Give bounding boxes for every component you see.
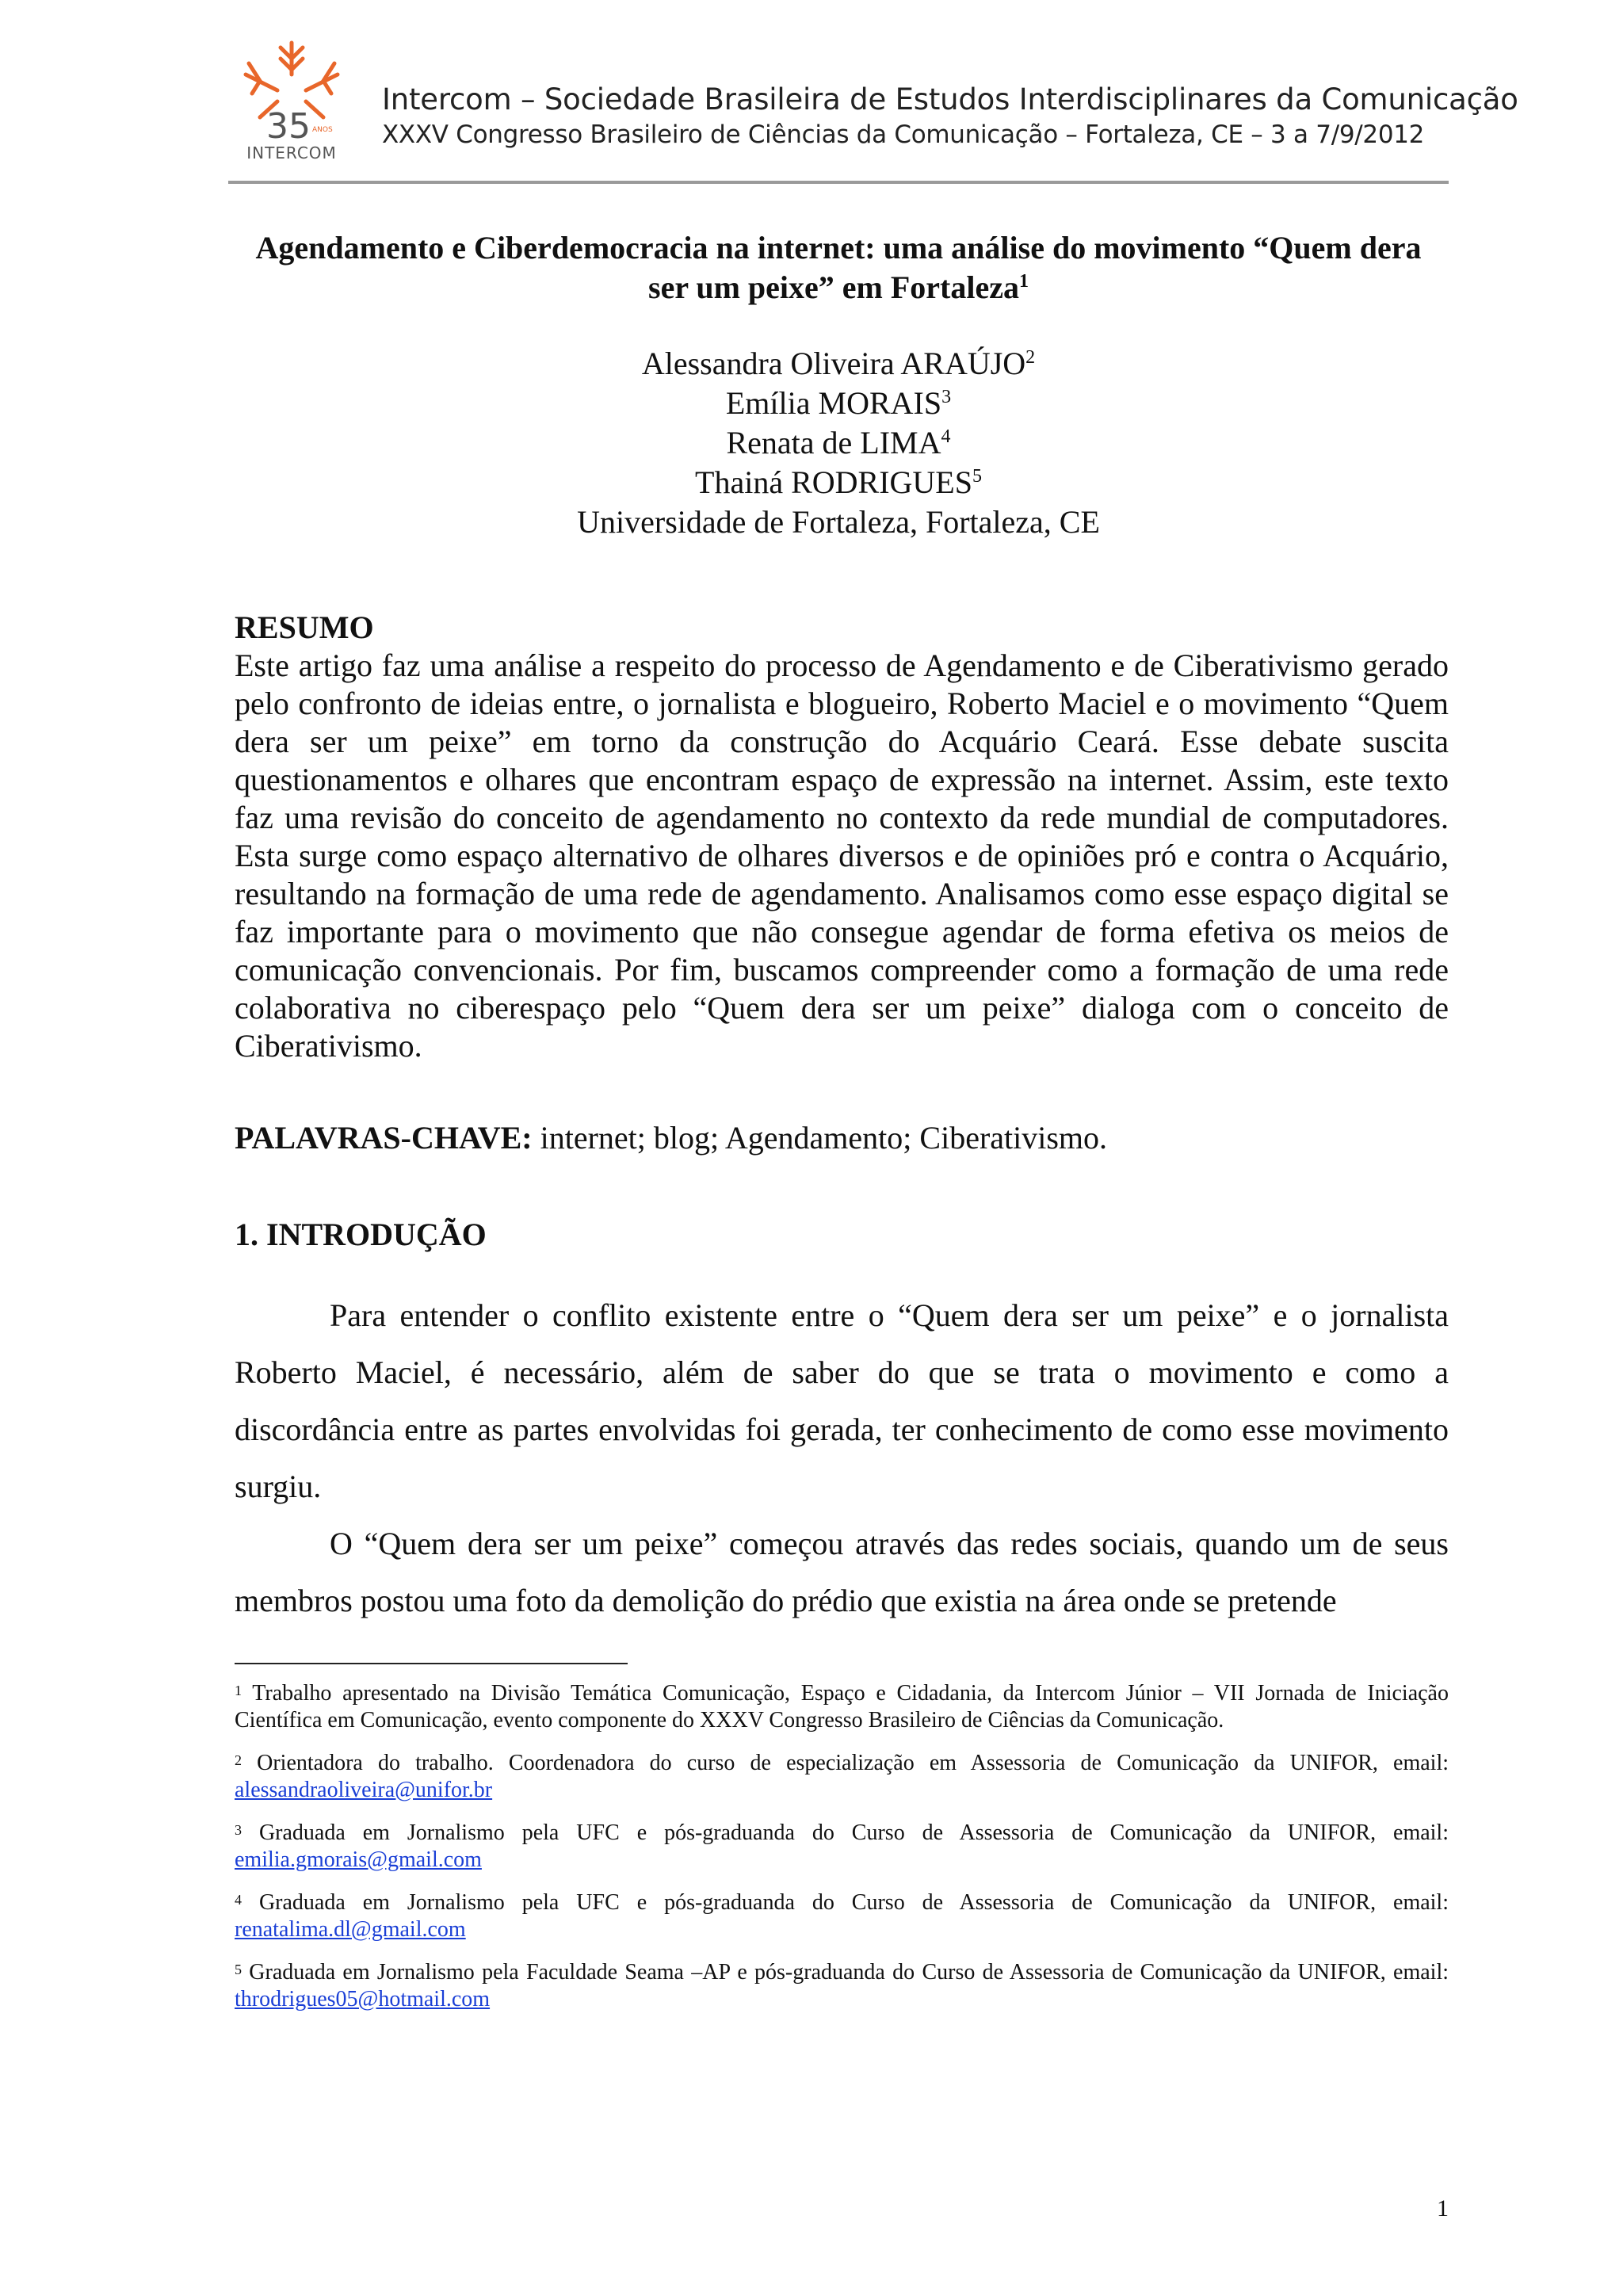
section-heading: 1. INTRODUÇÃO bbox=[235, 1217, 487, 1252]
keywords bbox=[235, 1119, 1449, 1157]
abstract-heading: RESUMO bbox=[235, 609, 374, 645]
title-footnote-mark: 1 bbox=[1019, 271, 1029, 292]
email-link[interactable]: emilia.gmorais@gmail.com bbox=[235, 1847, 482, 1872]
email-link[interactable]: alessandraoliveira@unifor.br bbox=[235, 1778, 493, 1802]
intercom-logo-mark bbox=[228, 38, 355, 165]
author-list bbox=[228, 344, 1449, 542]
author-1 bbox=[228, 344, 1449, 384]
footnote-text: Trabalho apresentado na Divisão Temática Comunicação, Espaço e Cidadania, da Intercom Júnior – VII Jornada de Iniciação Científica em Comunicação, evento componente do XXXV Congresso Brasileiro de Ciências da Comunicação. bbox=[235, 1681, 1449, 1733]
title-line-2 bbox=[228, 268, 1449, 308]
title-line-2-text: ser um peixe” em Fortaleza bbox=[648, 269, 1019, 305]
footnote-number: 2 bbox=[235, 1752, 242, 1768]
affiliation: Universidade de Fortaleza, Fortaleza, CE bbox=[577, 504, 1100, 540]
page-number: 1 bbox=[1437, 2195, 1449, 2222]
footnote-number: 4 bbox=[235, 1892, 242, 1908]
author-name: Renata de LIMA bbox=[726, 425, 941, 460]
logo-small-text: ANOS bbox=[312, 126, 333, 134]
author-footnote-mark: 4 bbox=[941, 426, 951, 447]
header-divider bbox=[228, 181, 1449, 184]
footnote-text: Graduada em Jornalismo pela Faculdade Seama –AP e pós-graduanda do Curso de Assessoria de Comunicação da UNIFOR, email: bbox=[249, 1960, 1449, 1985]
paragraph: Para entender o conflito existente entre o “Quem dera ser um peixe” e o jornalista Roberto Maciel, é necessário, além de saber do que se trata o movimento e como a discordância entre as partes envolvidas foi gerada, ter conhecimento de como esse movimento surgiu. bbox=[235, 1297, 1449, 1504]
footnote-3 bbox=[235, 1820, 1449, 1874]
header-line-2: XXXV Congresso Brasileiro de Ciências da Comunicação – Fortaleza, CE – 3 a 7/9/2012 bbox=[382, 120, 1425, 149]
intercom-logo bbox=[228, 38, 355, 165]
footnote-5 bbox=[235, 1959, 1449, 2013]
footnote-text: Orientadora do trabalho. Coordenadora do curso de especialização em Assessoria de Comunicação da UNIFOR, email: bbox=[257, 1751, 1449, 1775]
author-2 bbox=[228, 384, 1449, 423]
keywords-label: PALAVRAS-CHAVE: bbox=[235, 1120, 533, 1156]
email-link[interactable]: renatalima.dl@gmail.com bbox=[235, 1917, 466, 1942]
logo-number: 35 bbox=[266, 106, 311, 147]
email-link[interactable]: throdrigues05@hotmail.com bbox=[235, 1987, 491, 2011]
footnotes bbox=[235, 1680, 1449, 2029]
footnote-1 bbox=[235, 1680, 1449, 1734]
author-name: Alessandra Oliveira ARAÚJO bbox=[641, 346, 1026, 381]
author-footnote-mark: 5 bbox=[972, 466, 982, 487]
author-name: Emília MORAIS bbox=[725, 385, 942, 421]
footnote-divider bbox=[235, 1663, 628, 1664]
footnote-number: 5 bbox=[235, 1962, 242, 1977]
paper-title bbox=[228, 228, 1449, 308]
author-footnote-mark: 3 bbox=[941, 387, 952, 407]
footnote-text: Graduada em Jornalismo pela UFC e pós-graduanda do Curso de Assessoria de Comunicação da UNIFOR, email: bbox=[258, 1820, 1449, 1845]
footnote-2 bbox=[235, 1750, 1449, 1804]
title-line-1: Agendamento e Ciberdemocracia na internet: uma análise do movimento “Quem dera bbox=[255, 230, 1422, 266]
author-3 bbox=[228, 423, 1449, 463]
footnote-number: 1 bbox=[235, 1683, 242, 1698]
keywords-text: internet; blog; Agendamento; Ciberativismo. bbox=[532, 1120, 1108, 1156]
author-name: Thainá RODRIGUES bbox=[695, 464, 972, 500]
logo-name: INTERCOM bbox=[246, 143, 337, 162]
header-line-1: Intercom – Sociedade Brasileira de Estudos Interdisciplinares da Comunicação bbox=[382, 82, 1518, 117]
section-body bbox=[235, 1287, 1449, 1629]
paragraph: O “Quem dera ser um peixe” começou através das redes sociais, quando um de seus membros postou uma foto da demolição do prédio que existia na área onde se pretende bbox=[235, 1526, 1449, 1618]
footnote-4 bbox=[235, 1889, 1449, 1943]
footnote-text: Graduada em Jornalismo pela UFC e pós-graduanda do Curso de Assessoria de Comunicação da UNIFOR, email: bbox=[258, 1890, 1449, 1915]
author-4 bbox=[228, 463, 1449, 502]
footnote-number: 3 bbox=[235, 1822, 242, 1838]
author-footnote-mark: 2 bbox=[1025, 347, 1036, 368]
abstract-text: Este artigo faz uma análise a respeito do processo de Agendamento e de Ciberativismo gerado pelo confronto de ideias entre, o jornalista e blogueiro, Roberto Maciel e o movimento “Quem dera ser um peixe” em torno da construção do Acquário Ceará. Esse debate suscita questionamentos e olhares que encontram espaço de expressão na internet. Assim, este texto faz uma revisão do conceito de agendamento no contexto da rede mundial de computadores. Esta surge como espaço alternativo de olhares diversos e de opiniões pró e contra o Acquário, resultando na formação de uma rede de agendamento. Analisamos como esse espaço digital se faz importante para o movimento que não consegue agendar de forma efetiva os meios de comunicação convencionais. Por fim, buscamos compreender como a formação de uma rede colaborativa no ciberespaço pelo “Quem dera ser um peixe” dialoga com o conceito de Ciberativismo. bbox=[235, 648, 1449, 1064]
